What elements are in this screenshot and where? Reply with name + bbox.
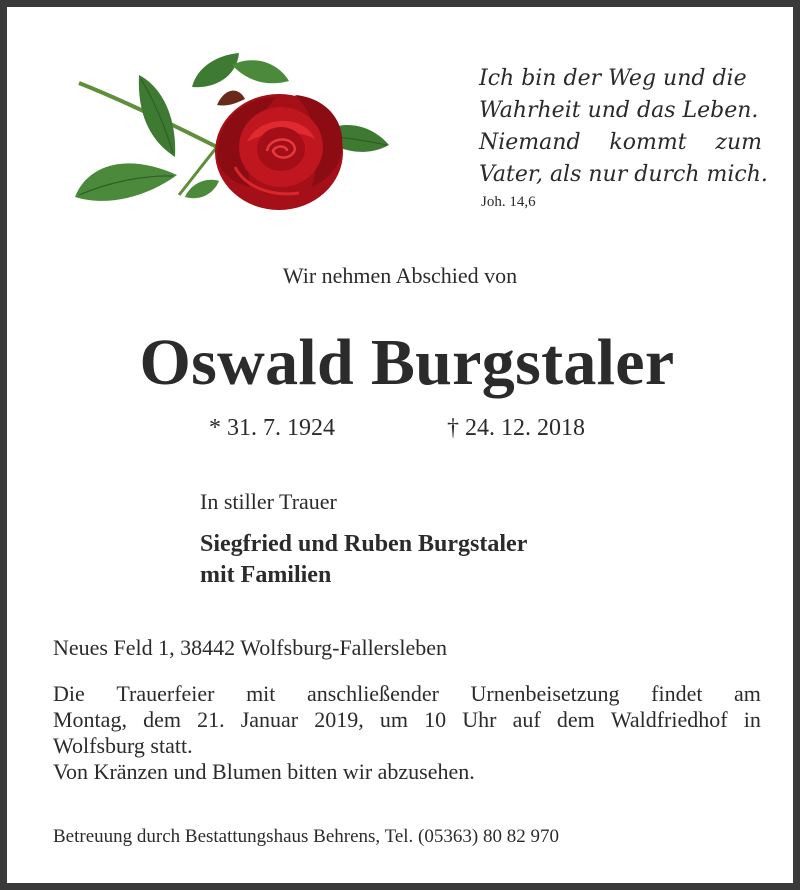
family-address: Neues Feld 1, 38442 Wolfsburg-Fallersleben (53, 635, 447, 660)
leaf-left-top (139, 75, 175, 157)
funeral-home-contact: Betreuung durch Bestattungshaus Behrens, Tel. (05363) 80 82 970 (53, 826, 559, 847)
service-line-3: Wolfsburg statt. (53, 733, 193, 758)
quote-line-2: Wahrheit und das Leben. (479, 98, 759, 123)
quote-line-4: Vater, als nur durch mich. (479, 162, 768, 187)
funeral-service-info (53, 681, 761, 785)
birth-date: * 31. 7. 1924 (209, 415, 335, 441)
leaf-top-right (232, 60, 289, 83)
mourning-phrase: In stiller Trauer (200, 489, 337, 514)
quote-reference: Joh. 14,6 (481, 194, 536, 210)
mourning-family (200, 529, 527, 591)
rose-sepal (217, 91, 245, 106)
red-rose-illustration (67, 47, 397, 217)
service-line-4: Von Kränzen und Blumen bitten wir abzusehen. (53, 759, 475, 784)
leaf-top-center (192, 53, 239, 87)
rose-inner-petals (257, 127, 305, 171)
family-line-1: Siegfried und Ruben Burgstaler (200, 531, 528, 557)
leaf-bottom-left (75, 163, 177, 201)
service-line-1: Die Trauerfeier mit anschließender Urnenbeisetzung findet am (53, 681, 761, 706)
death-date: † 24. 12. 2018 (447, 415, 585, 441)
quote-line-1: Ich bin der Weg und die (479, 66, 747, 91)
quote-line-3: Niemand kommt zum (479, 130, 762, 155)
service-line-2: Montag, dem 21. Januar 2019, um 10 Uhr auf dem Waldfriedhof in (53, 707, 761, 732)
deceased-name: Oswald Burgstaler (139, 326, 675, 399)
farewell-intro: Wir nehmen Abschied von (282, 263, 518, 288)
bible-quote (479, 63, 768, 213)
family-line-2: mit Familien (200, 562, 332, 588)
